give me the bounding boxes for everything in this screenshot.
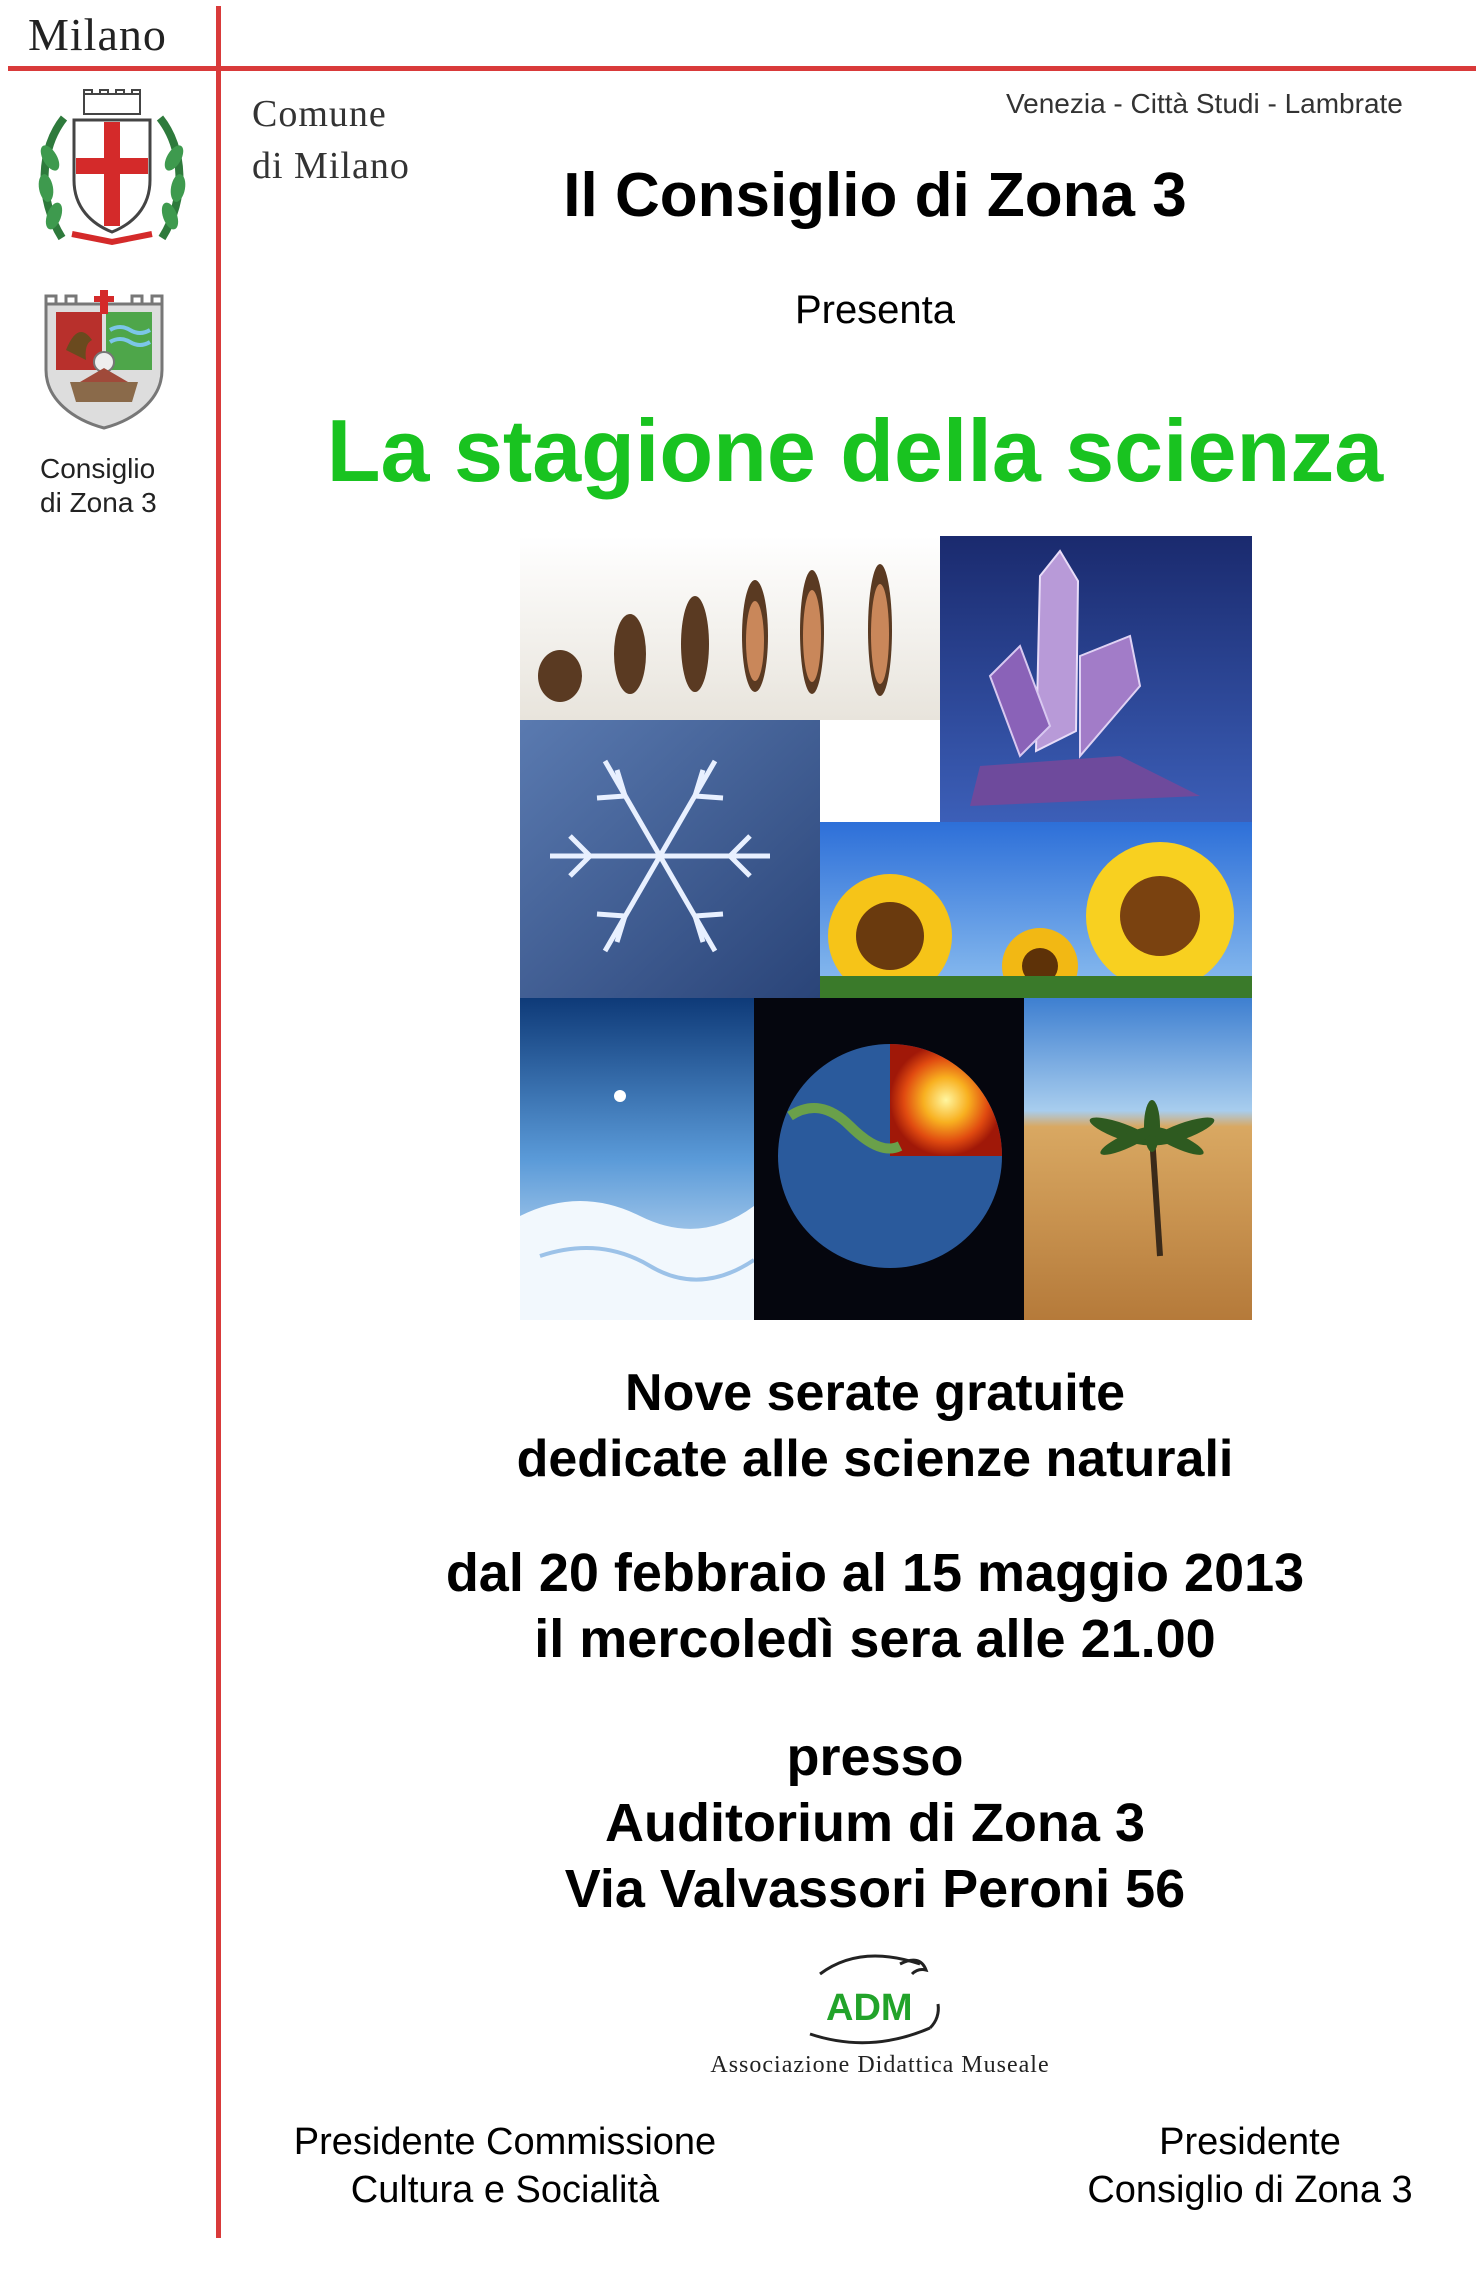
- presents-label: Presenta: [794, 288, 956, 332]
- venue-line2: Auditorium di Zona 3: [605, 1793, 1145, 1853]
- science-photo-collage: [520, 536, 1252, 1320]
- event-title: La stagione della scienza: [326, 401, 1384, 500]
- venue-line1: presso: [786, 1727, 964, 1787]
- desc-line1: Nove serate gratuite: [625, 1364, 1125, 1422]
- signature-right: [1060, 2118, 1440, 2214]
- comune-line1: Comune: [252, 93, 387, 135]
- signature-right-line2: Consiglio di Zona 3: [1087, 2169, 1413, 2211]
- adm-logo-icon: [780, 1944, 960, 2056]
- venue-block: [360, 1724, 1390, 1922]
- side-divider: [216, 6, 221, 2238]
- side-zone-label: [40, 452, 157, 520]
- zone-areas: Venezia - Città Studi - Lambrate: [1006, 88, 1403, 119]
- side-label-line2: di Zona 3: [40, 487, 157, 518]
- signature-left-line1: Presidente Commissione: [293, 2121, 717, 2163]
- signature-left: [260, 2118, 750, 2214]
- adm-logo-text: ADM: [826, 1987, 913, 2029]
- date-line2: il mercoledì sera alle 21.00: [534, 1609, 1216, 1669]
- zona3-coat-of-arms-icon: [40, 290, 168, 430]
- signature-left-line2: Cultura e Socialità: [350, 2169, 660, 2211]
- description-block: [360, 1360, 1390, 1492]
- desc-line2: dedicate alle scienze naturali: [516, 1430, 1234, 1488]
- comune-line2: di Milano: [252, 145, 410, 187]
- signature-right-line1: Presidente: [1159, 2121, 1341, 2163]
- header-divider: [8, 66, 1476, 71]
- venue-line3: Via Valvassori Peroni 56: [564, 1859, 1186, 1919]
- date-block: [360, 1540, 1390, 1672]
- organizer-title: Il Consiglio di Zona 3: [563, 161, 1187, 230]
- city-wordmark: Milano: [28, 9, 167, 60]
- partner-name: Associazione Didattica Museale: [710, 2052, 1050, 2078]
- milano-coat-of-arms-icon: [32, 88, 192, 248]
- date-line1: dal 20 febbraio al 15 maggio 2013: [445, 1543, 1305, 1603]
- side-label-line1: Consiglio: [40, 453, 156, 484]
